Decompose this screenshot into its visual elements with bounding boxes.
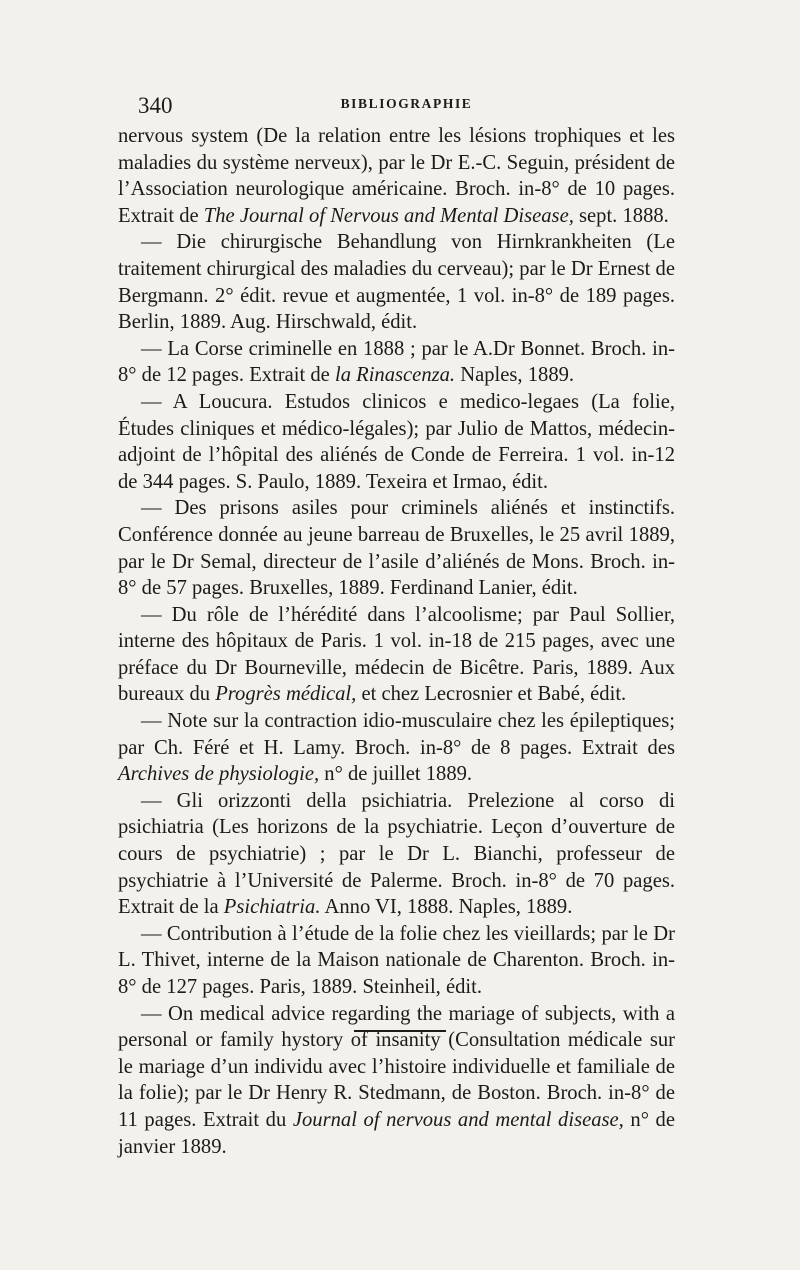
page-number: 340 <box>138 93 173 118</box>
section-end-rule <box>354 1030 446 1032</box>
entry-text-end: sept. 1888. <box>573 204 669 227</box>
entry-text: — Note sur la contraction idio-musculaire chez les épileptiques; par Ch. Féré et H. Lamy. Broch. in-8° de 8 pages. Extrait des <box>118 710 675 759</box>
entry-text: — Contribution à l’étude de la folie chez les vieillards; par le Dr L. Thivet, interne de la Maison nationale de Charenton. Broch. in-8° de 127 pages. Paris, 1889. Steinheil, édit. <box>118 922 675 998</box>
entry-text: nervous system (De la relation entre les lésions trophiques et les maladies du système nerveux), par le Dr E.-C. Seguin, président de l’Association neurologique américaine. Broch. in-8° de 10 pages. Extrait de <box>118 125 675 227</box>
entry-text: — Gli orizzonti della psichiatria. Prelezione al corso di psichiatria (Les horizons de la psychiatrie. Leçon d’ouverture de cours de psychiatrie) ; par le Dr L. Bianchi, professeur de psychiatrie à l’Université de Palerme. Broch. in-8° de 70 pages. Extrait de la <box>118 789 675 919</box>
entry-italic-title: Progrès médical, <box>215 683 357 706</box>
bibliography-entry <box>118 788 675 921</box>
entry-text: — A Loucura. Estudos clinicos e medico-legaes (La folie, Études cliniques et médico-légales); par Julio de Mattos, médecin-adjoint de l’hôpital des aliénés de Conde de Ferreira. 1 vol. in-12 de 344 pages. S. Paulo, 1889. Texeira et Irmao, édit. <box>118 390 675 493</box>
bibliography-entry <box>118 229 675 335</box>
entry-text-end: n° de juillet 1889. <box>319 763 473 786</box>
bibliography-entry <box>118 921 675 1001</box>
entry-italic-title: la Rinascenza. <box>334 364 456 387</box>
entry-italic-title: Archives de physiologie, <box>118 763 320 786</box>
entry-italic-title: Journal of nervous and mental disease, <box>292 1108 624 1131</box>
entry-text-end: et chez Lecrosnier et Babé, édit. <box>356 683 627 706</box>
page-header <box>138 92 675 124</box>
entry-text: — Des prisons asiles pour criminels aliénés et instinctifs. Conférence donnée au jeune barreau de Bruxelles, le 25 avril 1889, par le Dr Semal, directeur de l’asile d’aliénés de Mons. Broch. in-8° de 57 pages. Bruxelles, 1889. Ferdinand Lanier, édit. <box>118 497 675 600</box>
entry-text: — On medical advice regarding the mariage of subjects, with a personal or family hystory of insanity (Consultation médicale sur le mariage d’un individu avec l’histoire individuelle et familiale de la folie); par le Dr Henry R. Stedmann, de Boston. Broch. in-8° de 11 pages. Extrait du <box>118 1002 675 1131</box>
entry-text: — Du rôle de l’hérédité dans l’alcoolisme; par Paul Sollier, interne des hôpitaux de Paris. 1 vol. in-18 de 215 pages, avec une préface du Dr Bourneville, médecin de Bicêtre. Paris, 1889. Aux bureaux du <box>118 603 675 706</box>
bibliography-entry <box>118 495 675 601</box>
running-title: BIBLIOGRAPHIE <box>340 96 473 111</box>
entry-text: — La Corse criminelle en 1888 ; par le A.Dr Bonnet. Broch. in-8° de 12 pages. Extrait de <box>118 337 675 387</box>
bibliography-entry <box>118 602 675 708</box>
bibliography-entry <box>118 1001 675 1161</box>
entry-text-end: Anno VI, 1888. Naples, 1889. <box>320 896 573 919</box>
entry-italic-title: The Journal of Nervous and Mental Disease, <box>203 204 574 227</box>
entry-italic-title: Psichiatria. <box>223 896 321 919</box>
entry-text-end: Naples, 1889. <box>455 364 575 387</box>
bibliography-list <box>118 123 675 1160</box>
bibliography-entry <box>118 389 675 495</box>
entry-text: — Die chirurgische Behandlung von Hirnkrankheiten (Le traitement chirurgical des maladies du cerveau); par le Dr Ernest de Bergmann. 2° édit. revue et augmentée, 1 vol. in-8° de 189 pages. Berlin, 1889. Aug. Hirschwald, édit. <box>118 231 675 334</box>
entry-text-end: n° de janvier 1889. <box>118 1108 675 1158</box>
bibliography-entry <box>118 708 675 788</box>
bibliography-entry <box>118 336 675 389</box>
bibliography-entry <box>118 123 675 229</box>
